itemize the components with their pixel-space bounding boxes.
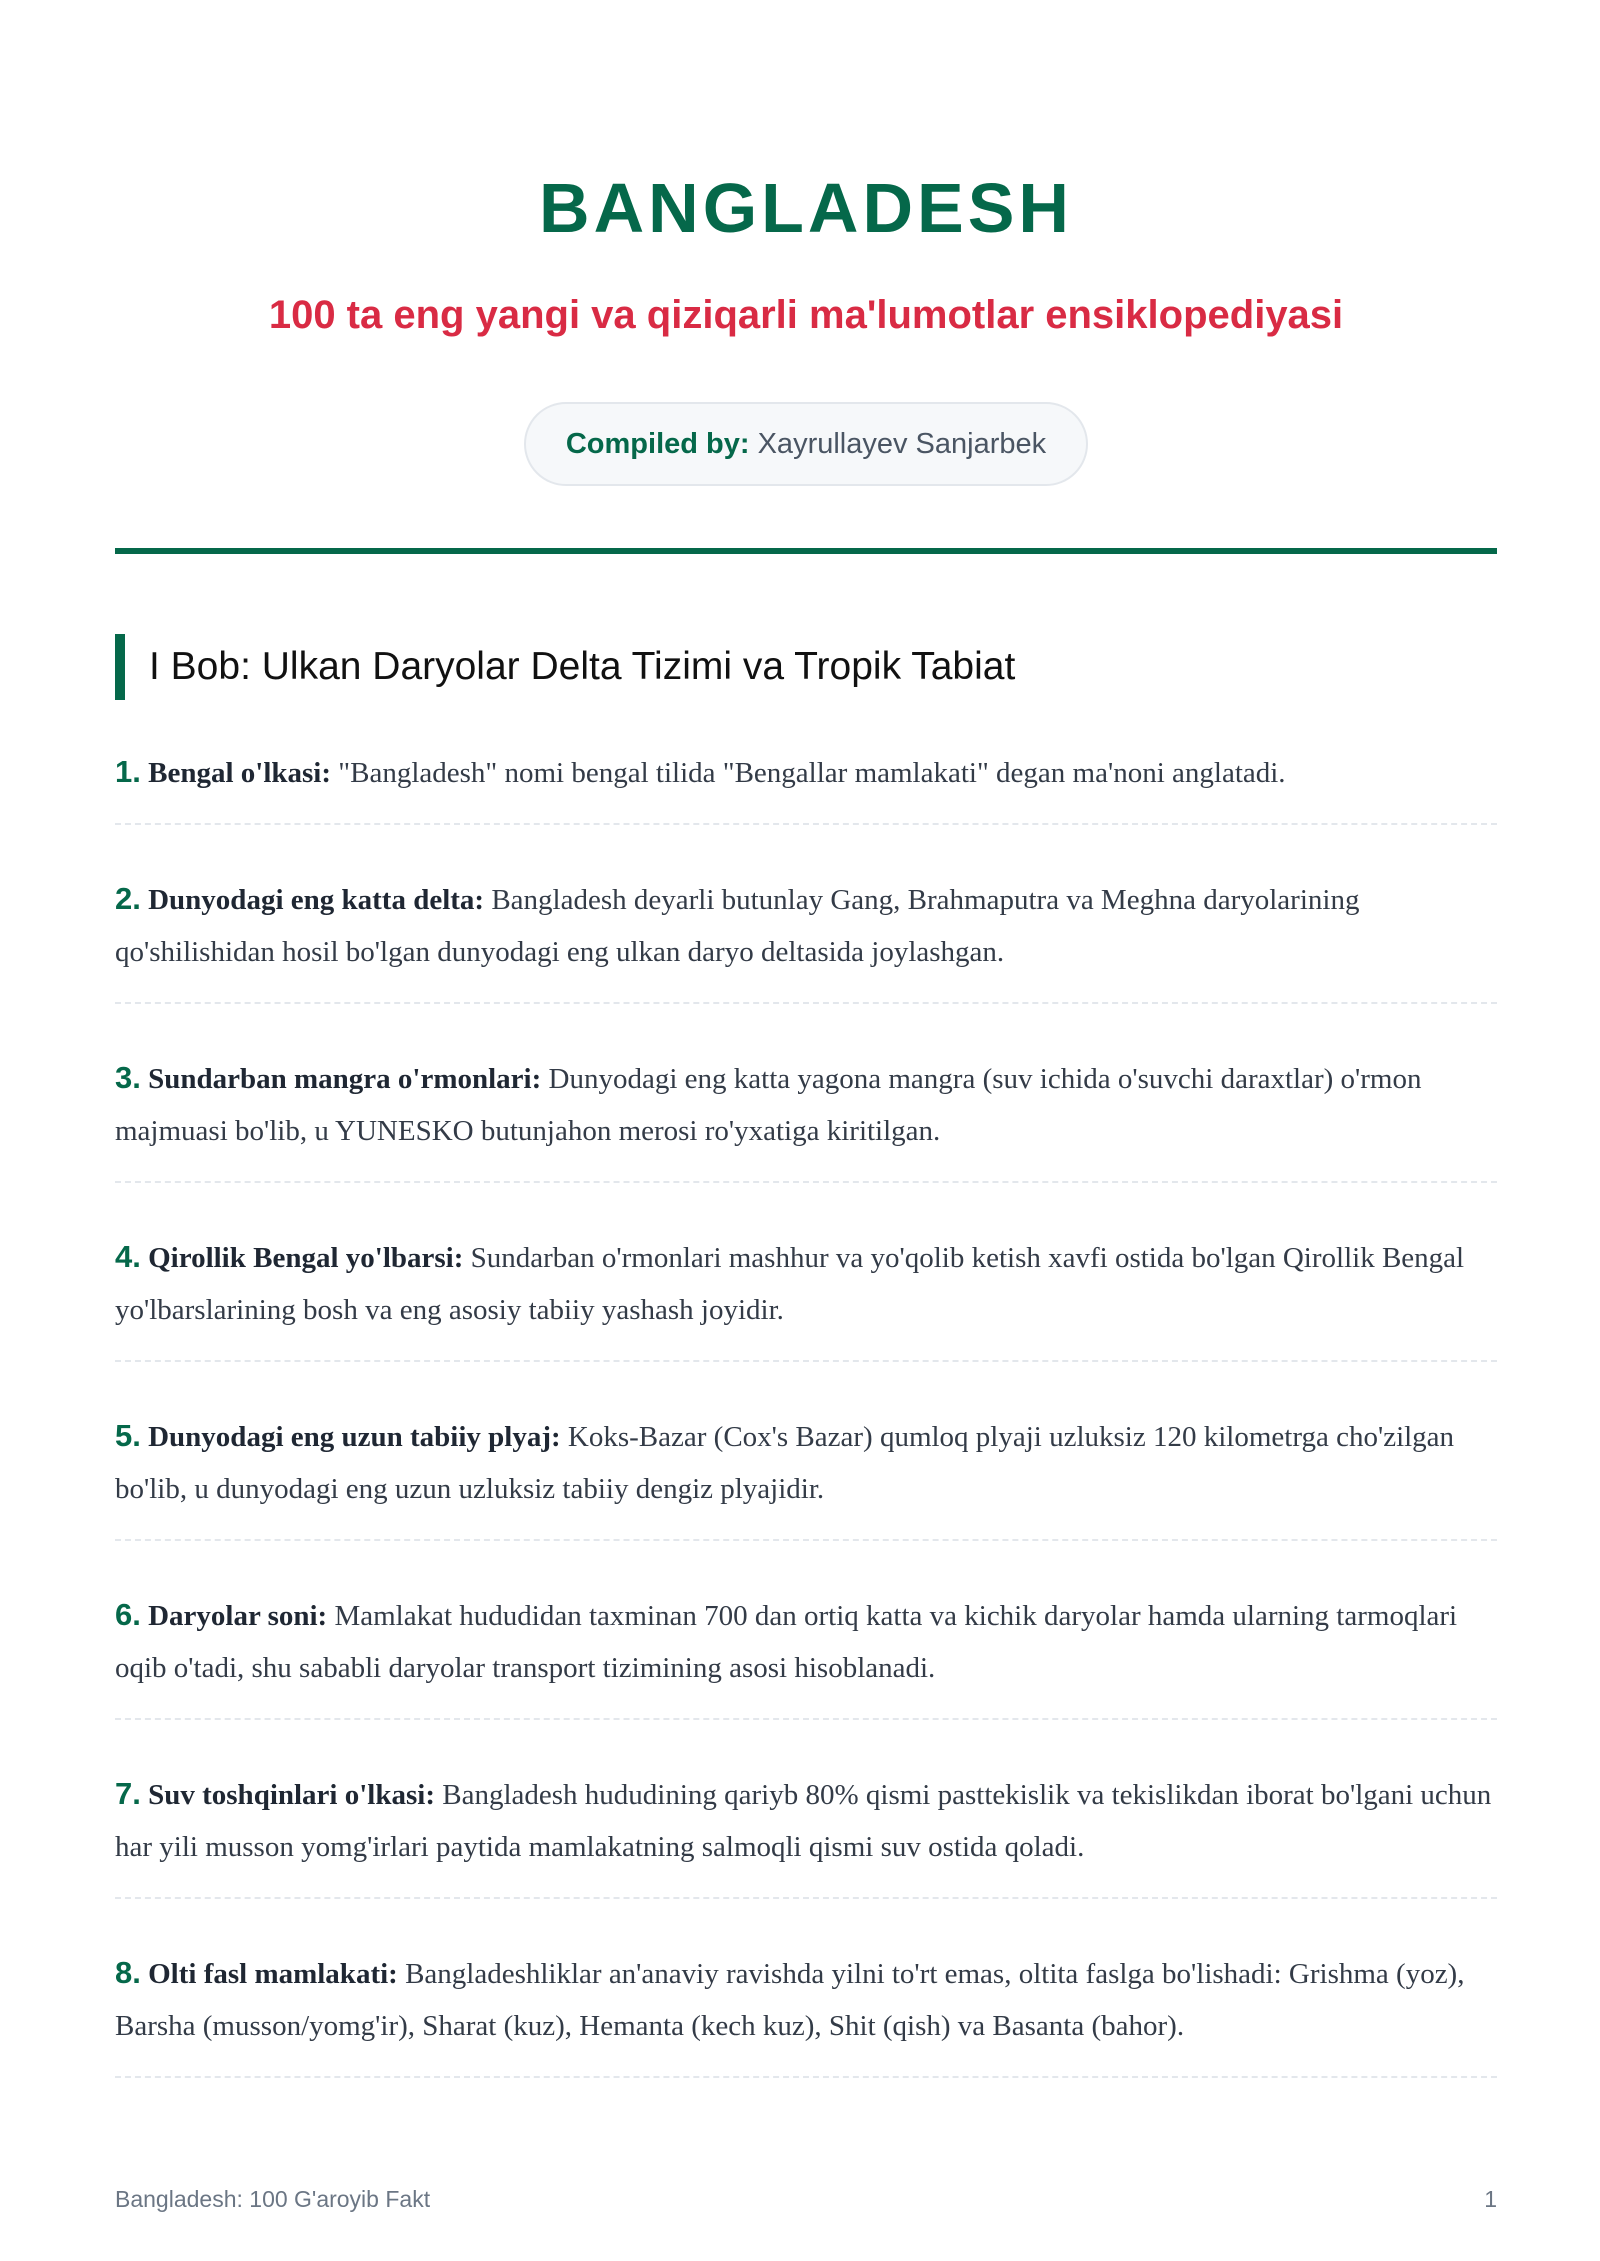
chapter-heading [115,634,1497,700]
fact-number: 3. [115,1060,141,1095]
compiled-by-badge [524,402,1088,486]
fact-number: 2. [115,881,141,916]
chapter-title: I Bob: Ulkan Daryolar Delta Tizimi va Tropik Tabiat [149,645,1016,688]
fact-title: Suv toshqinlari o'lkasi: [148,1779,435,1811]
fact-item [115,1394,1497,1541]
header-divider [115,548,1497,554]
fact-number: 4. [115,1239,141,1274]
fact-text: "Bangladesh" nomi bengal tilida "Bengallar mamlakati" degan ma'noni anglatadi. [338,757,1286,789]
fact-item [115,1573,1497,1720]
fact-item [115,730,1497,825]
fact-text: Bangladesh hududining qariyb 80% qismi pasttekislik va tekislikdan iborat bo'lgani uchun har yili musson yomg'irlari paytida mamlakatning salmoqli qismi suv ostida qoladi. [115,1779,1492,1863]
fact-number: 5. [115,1418,141,1453]
compiled-by-wrapper [115,402,1497,486]
fact-list [115,730,1497,2078]
fact-title: Olti fasl mamlakati: [148,1958,398,1990]
fact-number: 6. [115,1597,141,1632]
page-title: BANGLADESH [539,169,1073,247]
fact-number: 8. [115,1955,141,1990]
fact-title: Bengal o'lkasi: [148,757,332,789]
fact-title: Daryolar soni: [148,1600,328,1632]
fact-text: Bangladeshliklar an'anaviy ravishda yilni to'rt emas, oltita faslga bo'lishadi: Grishma (yoz), Barsha (musson/yomg'ir), Sharat (kuz), Hemanta (kech kuz), Shit (qish) va Basanta (bahor). [115,1958,1465,2042]
fact-text: Sundarban o'rmonlari mashhur va yo'qolib ketish xavfi ostida bo'lgan Qirollik Bengal yo'lbarslarining bosh va eng asosiy tabiiy yashash joyidir. [115,1242,1465,1326]
footer-title: Bangladesh: 100 G'aroyib Fakt [115,2186,431,2212]
compiled-by-name: Xayrullayev Sanjarbek [757,428,1047,460]
fact-item [115,1036,1497,1183]
fact-item [115,1215,1497,1362]
fact-text: Mamlakat hududidan taxminan 700 dan ortiq katta va kichik daryolar hamda ularning tarmoqlari oqib o'tadi, shu sababli daryolar transport tizimining asosi hisoblanadi. [115,1600,1458,1684]
page-footer [115,2186,1497,2213]
fact-title: Dunyodagi eng katta delta: [148,884,485,916]
fact-title: Sundarban mangra o'rmonlari: [148,1063,542,1095]
fact-item [115,1752,1497,1899]
fact-text: Koks-Bazar (Cox's Bazar) qumloq plyaji uzluksiz 120 kilometrga cho'zilgan bo'lib, u dunyodagi eng uzun uzluksiz tabiiy dengiz plyajidir. [115,1421,1455,1505]
compiled-by-label: Compiled by: [565,428,750,460]
fact-item [115,857,1497,1004]
fact-title: Dunyodagi eng uzun tabiiy plyaj: [148,1421,561,1453]
page-number: 1 [1484,2186,1497,2212]
page-subtitle: 100 ta eng yangi va qiziqarli ma'lumotlar ensiklopediyasi [268,293,1344,337]
fact-number: 7. [115,1776,141,1811]
fact-item [115,1931,1497,2078]
fact-title: Qirollik Bengal yo'lbarsi: [148,1242,464,1274]
fact-number: 1. [115,754,141,789]
document-page [115,0,1497,2261]
fact-text: Bangladesh deyarli butunlay Gang, Brahmaputra va Meghna daryolarining qo'shilishidan hosil bo'lgan dunyodagi eng ulkan daryo deltasida joylashgan. [115,884,1360,968]
fact-text: Dunyodagi eng katta yagona mangra (suv ichida o'suvchi daraxtlar) o'rmon majmuasi bo'lib, u YUNESKO butunjahon merosi ro'yxatiga kiritilgan. [115,1063,1422,1147]
